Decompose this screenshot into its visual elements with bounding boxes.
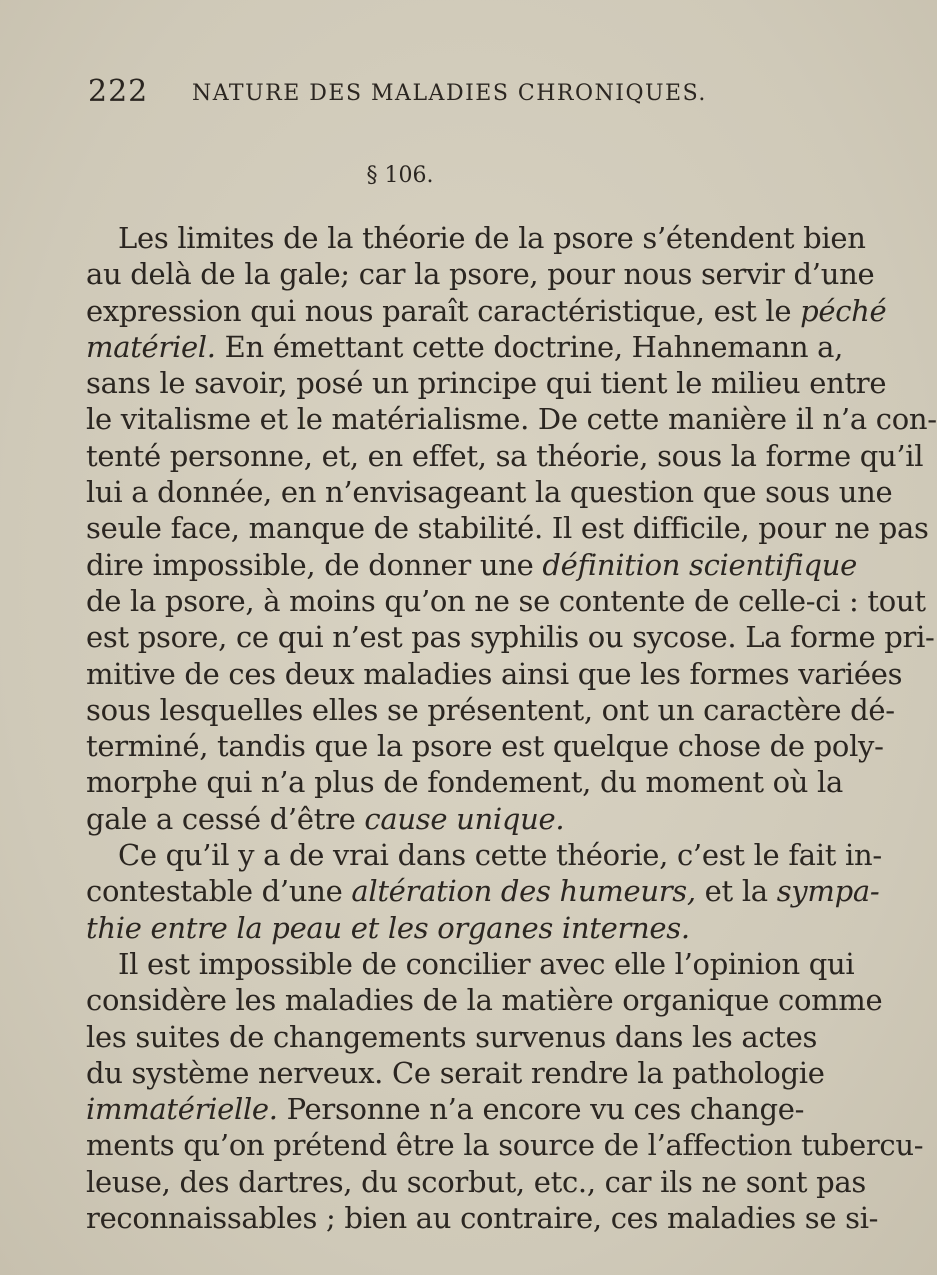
- text-line: au delà de la gale; car la psore, pour nous servir d’une: [86, 257, 875, 292]
- italic-term: thie entre la peau et les organes internes.: [86, 910, 690, 945]
- text-line: lui a donnée, en n’envisageant la question que sous une: [86, 475, 893, 510]
- body-text: [86, 220, 937, 1236]
- text-line: matériel. En émettant cette doctrine, Hahnemann a,: [86, 329, 844, 364]
- text-line: seule face, manque de stabilité. Il est difficile, pour ne pas: [86, 511, 929, 546]
- text-line: tenté personne, et, en effet, sa théorie, sous la forme qu’il: [86, 438, 924, 473]
- text-line: sans le savoir, posé un principe qui tient le milieu entre: [86, 366, 887, 401]
- italic-term: matériel.: [86, 329, 216, 364]
- italic-term: immatérielle.: [86, 1092, 278, 1127]
- text-line: mitive de ces deux maladies ainsi que les formes variées: [86, 656, 903, 691]
- text-line: de la psore, à moins qu’on ne se contente de celle-ci : tout: [86, 583, 926, 618]
- text-line: sous lesquelles elles se présentent, ont un caractère dé-: [86, 692, 895, 727]
- page-number: 222: [88, 74, 149, 109]
- italic-term: altération des humeurs,: [351, 874, 696, 909]
- text-line: [86, 910, 726, 946]
- text-line: ments qu’on prétend être la source de l’affection tubercu-: [86, 1128, 924, 1163]
- running-title: NATURE DES MALADIES CHRONIQUES.: [192, 81, 707, 106]
- italic-term: sympa-: [776, 874, 880, 909]
- text-line: du système nerveux. Ce serait rendre la pathologie: [86, 1055, 825, 1090]
- text-line: morphe qui n’a plus de fondement, du moment où la: [86, 765, 844, 800]
- text-line: terminé, tandis que la psore est quelque chose de poly-: [86, 729, 884, 764]
- text-line: dire impossible, de donner une définition scientifique: [86, 547, 858, 582]
- text-line: contestable d’une altération des humeurs, et la sympa-: [86, 874, 880, 909]
- text-line: considère les maladies de la matière organique comme: [86, 983, 883, 1018]
- section-heading: § 106.: [366, 163, 434, 188]
- text-line: gale a cessé d’être cause unique.: [86, 801, 565, 836]
- text-line: immatérielle. Personne n’a encore vu ces change-: [86, 1092, 805, 1127]
- text-line: leuse, des dartres, du scorbut, etc., car ils ne sont pas: [86, 1164, 866, 1199]
- text-line: est psore, ce qui n’est pas syphilis ou sycose. La forme pri-: [86, 620, 935, 655]
- italic-term: définition scientifique: [542, 547, 858, 582]
- text-line: Les limites de la théorie de la psore s’étendent bien: [118, 221, 866, 255]
- text-line: reconnaissables ; bien au contraire, ces maladies se si-: [86, 1201, 879, 1236]
- text-line: le vitalisme et le matérialisme. De cette manière il n’a con-: [86, 402, 937, 437]
- text-line: Il est impossible de concilier avec elle l’opinion qui: [118, 946, 855, 981]
- italic-term: péché: [800, 293, 887, 328]
- running-head: [88, 74, 728, 114]
- text-line: Ce qu’il y a de vrai dans cette théorie, c’est le fait in-: [118, 838, 882, 873]
- text-line: les suites de changements survenus dans les actes: [86, 1019, 818, 1054]
- italic-term: cause unique.: [364, 801, 565, 836]
- text-line: expression qui nous paraît caractéristique, est le péché: [86, 293, 887, 328]
